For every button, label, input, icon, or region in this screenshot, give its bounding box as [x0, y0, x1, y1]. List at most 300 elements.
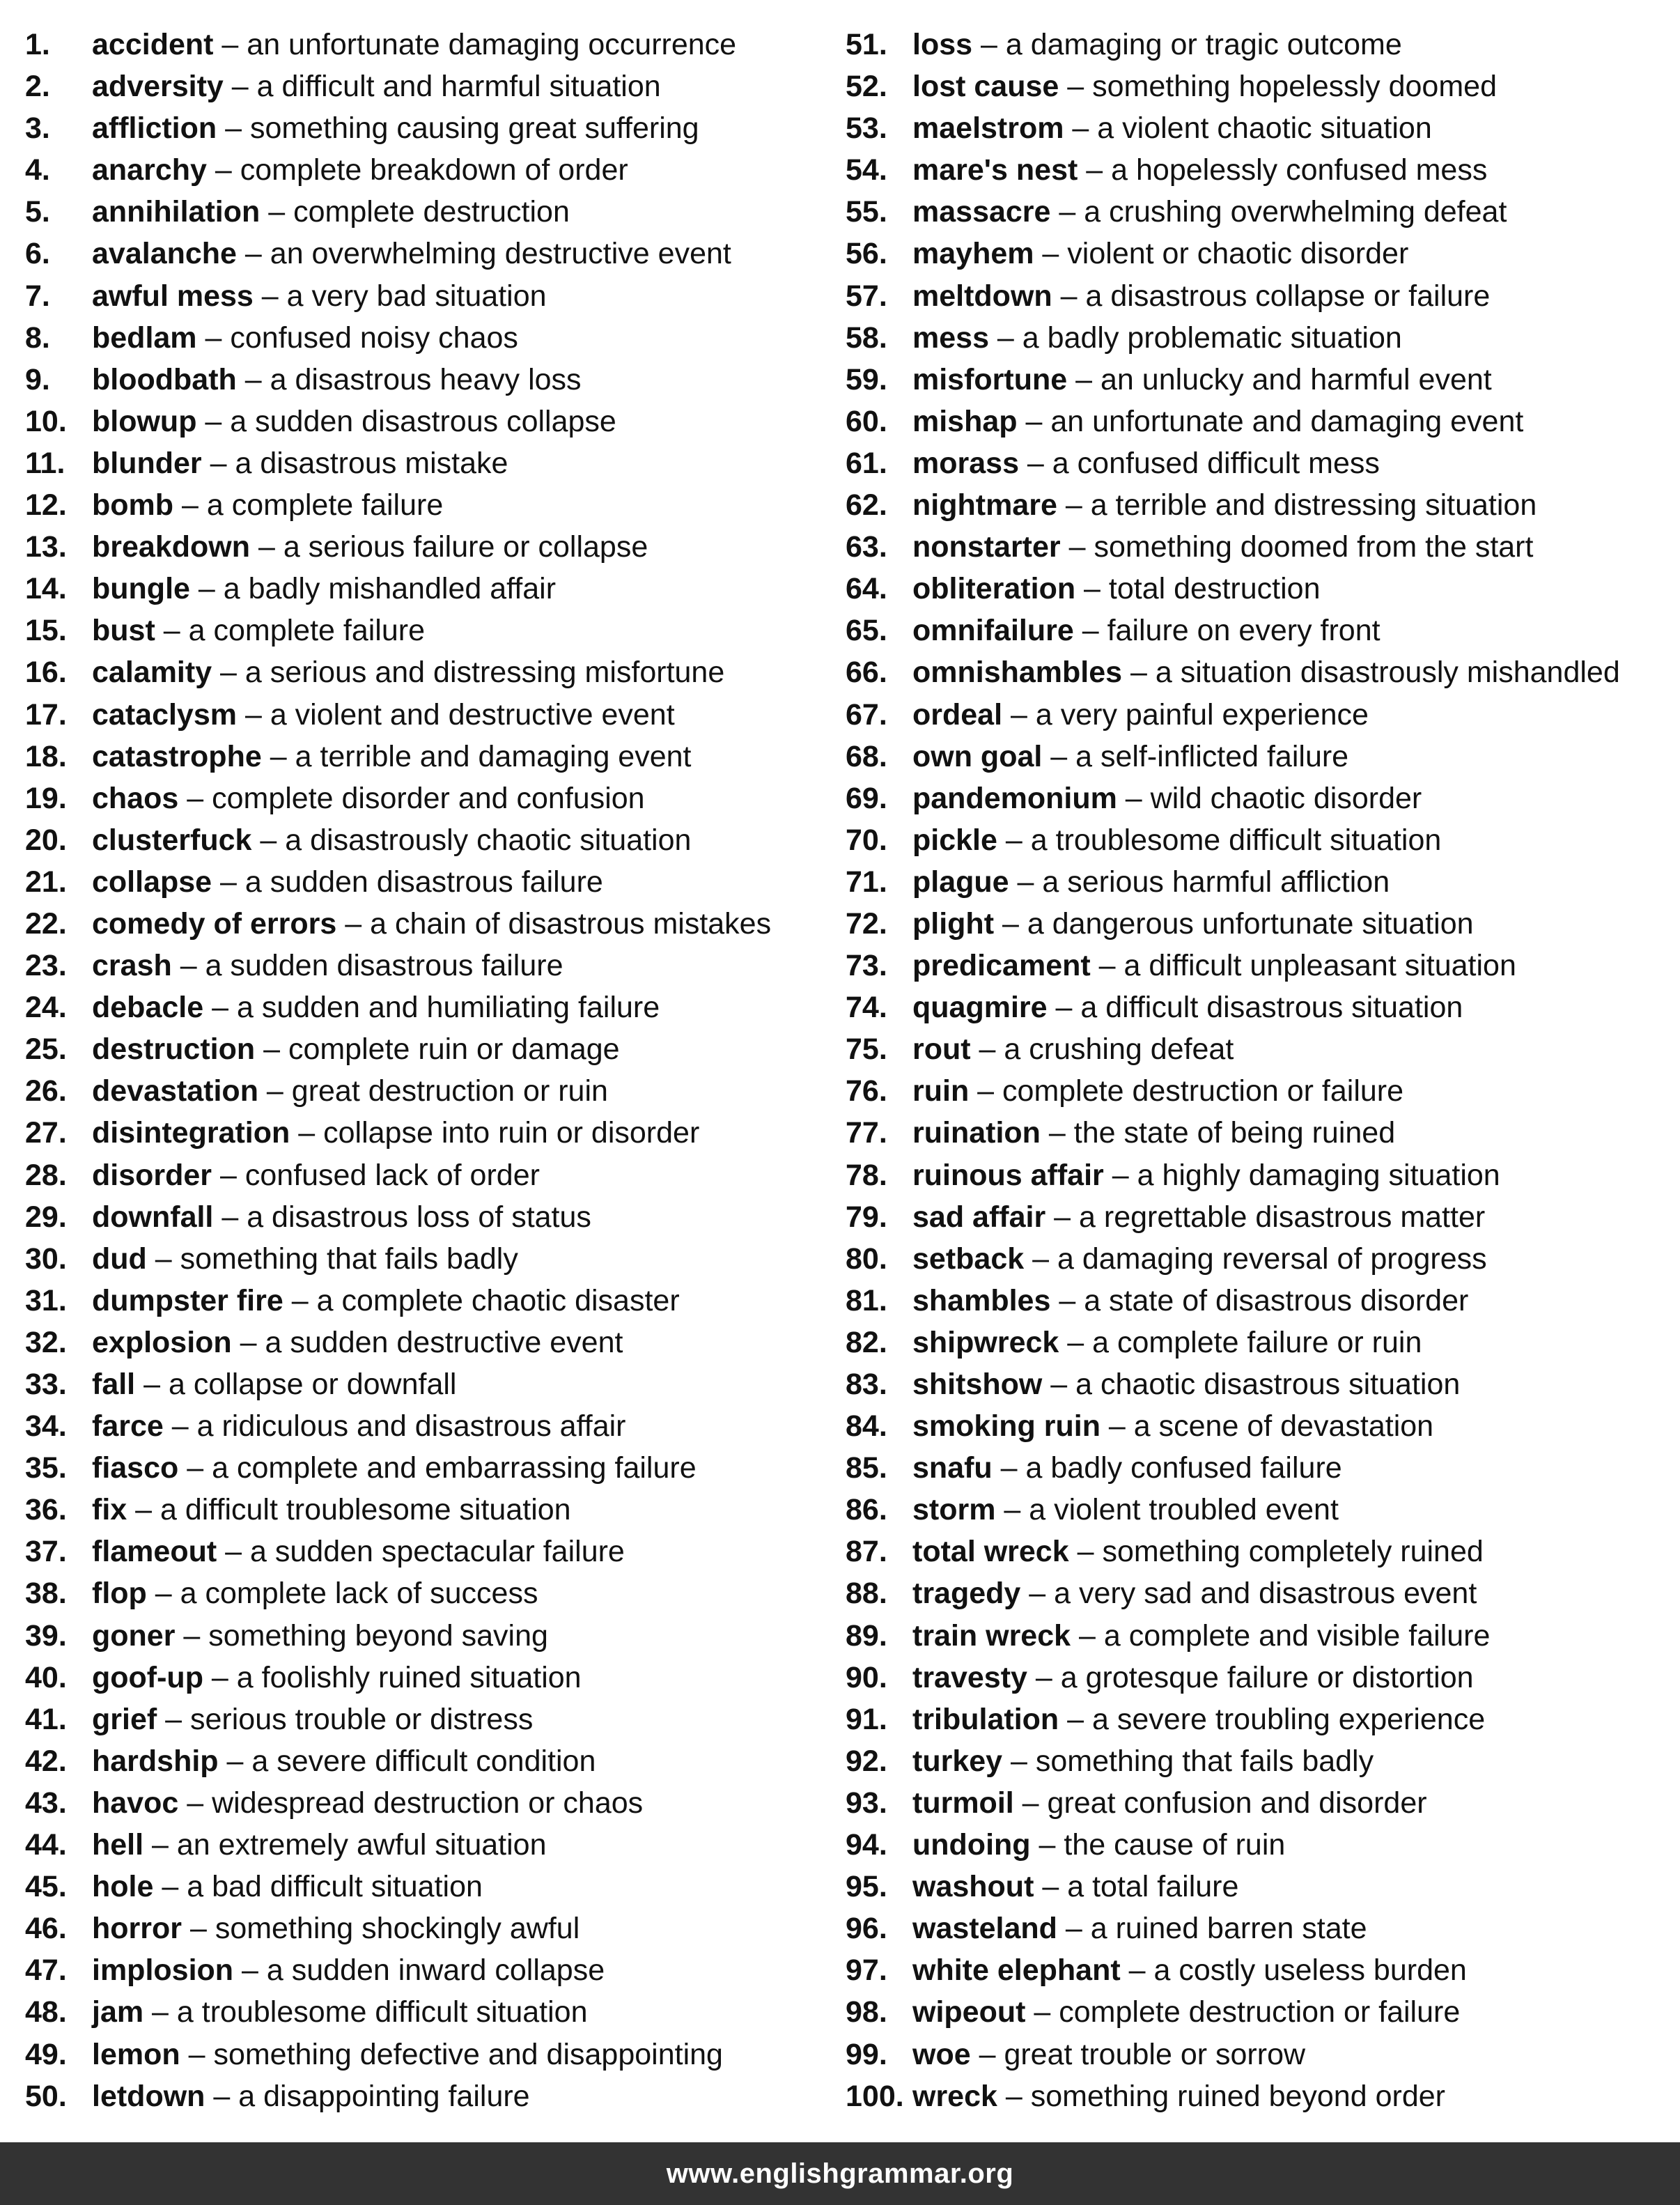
- item-number: 96.: [846, 1912, 887, 1946]
- list-item: [846, 1615, 1674, 1657]
- item-term: crash: [92, 949, 172, 983]
- item-number: 39.: [25, 1618, 67, 1653]
- item-number: 30.: [25, 1241, 67, 1276]
- item-term: quagmire: [912, 991, 1048, 1025]
- item-definition: a highly damaging situation: [1137, 1158, 1500, 1192]
- item-term: omnifailure: [912, 614, 1074, 648]
- item-term: fix: [92, 1493, 127, 1527]
- item-separator: –: [175, 1618, 209, 1653]
- item-definition: an extremely awful situation: [176, 1828, 547, 1862]
- item-separator: –: [1064, 111, 1098, 146]
- item-number: 47.: [25, 1953, 67, 1988]
- list-item: [25, 819, 819, 861]
- item-number: 34.: [25, 1409, 67, 1444]
- item-definition: confused lack of order: [244, 1158, 540, 1192]
- item-separator: –: [189, 572, 224, 606]
- item-term: washout: [912, 1870, 1034, 1904]
- list-item: [846, 1070, 1674, 1112]
- item-term: debacle: [92, 991, 204, 1025]
- list-item: [846, 1028, 1674, 1070]
- list-item: [846, 1363, 1674, 1405]
- item-separator: –: [1059, 70, 1093, 104]
- item-definition: a grotesque failure or distortion: [1060, 1660, 1474, 1694]
- item-separator: –: [972, 28, 1006, 61]
- item-definition: a complete lack of success: [180, 1577, 538, 1611]
- item-definition: a hopelessly confused mess: [1111, 153, 1488, 187]
- item-definition: a disastrous collapse or failure: [1085, 279, 1491, 313]
- item-definition: violent or chaotic disorder: [1067, 237, 1409, 271]
- item-definition: a violent chaotic situation: [1097, 111, 1432, 146]
- item-definition: a bad difficult situation: [187, 1870, 483, 1904]
- item-term: collapse: [92, 865, 212, 899]
- item-term: bungle: [92, 572, 190, 606]
- item-separator: –: [995, 1493, 1029, 1527]
- item-term: pickle: [912, 823, 997, 857]
- item-number: 14.: [25, 572, 67, 606]
- item-separator: –: [261, 739, 295, 773]
- item-term: bloodbath: [92, 362, 237, 396]
- item-separator: –: [233, 1953, 267, 1988]
- item-number: 35.: [25, 1451, 67, 1485]
- item-separator: –: [1009, 865, 1043, 899]
- list-item: [25, 1699, 819, 1740]
- item-definition: wild chaotic disorder: [1150, 781, 1422, 815]
- item-separator: –: [218, 1744, 252, 1778]
- item-term: snafu: [912, 1451, 993, 1485]
- list-item: [846, 1866, 1674, 1908]
- item-number: 82.: [846, 1325, 887, 1359]
- item-separator: –: [251, 823, 286, 857]
- list-item: [846, 107, 1674, 149]
- item-definition: a troublesome difficult situation: [1030, 823, 1442, 857]
- item-term: wreck: [912, 2079, 997, 2113]
- item-definition: complete breakdown of order: [240, 153, 628, 187]
- item-definition: a damaging or tragic outcome: [1005, 28, 1402, 61]
- list-item: [25, 526, 819, 568]
- item-separator: –: [1002, 1744, 1036, 1778]
- item-term: ordeal: [912, 697, 1003, 732]
- item-number: 77.: [846, 1116, 887, 1150]
- list-item: [25, 1782, 819, 1824]
- item-number: 90.: [846, 1660, 887, 1694]
- list-item: [25, 651, 819, 693]
- item-number: 54.: [846, 153, 887, 187]
- item-separator: –: [1030, 1828, 1064, 1862]
- item-separator: –: [969, 1074, 1003, 1108]
- item-term: hardship: [92, 1744, 219, 1778]
- item-separator: –: [1024, 1241, 1057, 1276]
- list-item: [846, 777, 1674, 819]
- item-number: 45.: [25, 1870, 67, 1904]
- item-term: maelstrom: [912, 111, 1064, 146]
- item-separator: –: [1034, 237, 1068, 271]
- item-definition: a violent troubled event: [1029, 1493, 1339, 1527]
- item-definition: a serious and distressing misfortune: [244, 656, 725, 690]
- list-item: [25, 1238, 819, 1280]
- list-item: [846, 1782, 1674, 1824]
- item-term: obliteration: [912, 572, 1076, 606]
- item-separator: –: [1020, 1577, 1055, 1611]
- item-term: plague: [912, 865, 1009, 899]
- item-number: 78.: [846, 1158, 887, 1192]
- item-term: shitshow: [912, 1368, 1043, 1401]
- item-definition: a sudden and humiliating failure: [236, 991, 660, 1025]
- item-definition: a terrible and distressing situation: [1090, 488, 1537, 523]
- item-separator: –: [1103, 1158, 1137, 1192]
- item-term: travesty: [912, 1660, 1027, 1694]
- list-item: [25, 777, 819, 819]
- item-number: 13.: [25, 530, 67, 564]
- list-item: [25, 317, 819, 359]
- item-number: 76.: [846, 1074, 887, 1108]
- item-definition: complete destruction: [293, 195, 570, 229]
- list-item: [846, 65, 1674, 107]
- item-definition: a damaging reversal of progress: [1057, 1241, 1487, 1276]
- list-item: [25, 1991, 819, 2033]
- list-item: [25, 1949, 819, 1991]
- item-number: 94.: [846, 1828, 887, 1862]
- item-number: 61.: [846, 446, 887, 480]
- item-number: 89.: [846, 1618, 887, 1653]
- list-item: [25, 987, 819, 1028]
- item-number: 98.: [846, 1995, 887, 2029]
- item-term: adversity: [92, 70, 224, 104]
- item-number: 43.: [25, 1786, 67, 1820]
- item-number: 59.: [846, 362, 887, 396]
- item-separator: –: [1067, 362, 1100, 396]
- item-definition: complete ruin or damage: [288, 1032, 620, 1067]
- item-number: 24.: [25, 991, 67, 1025]
- item-definition: a dangerous unfortunate situation: [1027, 906, 1474, 941]
- item-definition: a severe difficult condition: [251, 1744, 596, 1778]
- item-separator: –: [212, 1158, 245, 1192]
- item-term: ruinous affair: [912, 1158, 1104, 1192]
- item-number: 16.: [25, 656, 67, 690]
- item-term: flop: [92, 1577, 147, 1611]
- item-definition: a crushing defeat: [1004, 1032, 1234, 1067]
- item-number: 93.: [846, 1786, 887, 1820]
- item-term: massacre: [912, 195, 1051, 229]
- item-separator: –: [143, 1828, 177, 1862]
- item-term: clusterfuck: [92, 823, 252, 857]
- item-separator: –: [1040, 1116, 1074, 1150]
- item-term: accident: [92, 28, 214, 61]
- item-separator: –: [146, 1241, 180, 1276]
- item-term: disorder: [92, 1158, 212, 1192]
- item-number: 50.: [25, 2079, 67, 2113]
- list-item: [25, 275, 819, 317]
- item-term: cataclysm: [92, 697, 237, 732]
- list-item: [25, 1405, 819, 1447]
- item-definition: a complete failure: [188, 614, 425, 648]
- list-item: [25, 484, 819, 526]
- item-separator: –: [283, 1283, 317, 1317]
- item-definition: a badly mishandled affair: [223, 572, 557, 606]
- item-separator: –: [1090, 949, 1124, 983]
- item-term: horror: [92, 1912, 182, 1946]
- item-separator: –: [992, 1451, 1026, 1485]
- item-separator: –: [155, 614, 189, 648]
- list-item: [846, 1991, 1674, 2033]
- item-separator: –: [1025, 1995, 1059, 2029]
- item-term: mare's nest: [912, 153, 1078, 187]
- item-term: letdown: [92, 2079, 205, 2113]
- item-number: 17.: [25, 697, 67, 732]
- item-separator: –: [290, 1116, 324, 1150]
- item-term: downfall: [92, 1200, 214, 1234]
- item-term: ruination: [912, 1116, 1041, 1150]
- item-separator: –: [997, 2079, 1031, 2113]
- item-term: lemon: [92, 2037, 180, 2071]
- list-item: [25, 1572, 819, 1614]
- item-definition: an unfortunate damaging occurrence: [247, 28, 737, 61]
- item-term: annihilation: [92, 195, 260, 229]
- item-definition: collapse into ruin or disorder: [323, 1116, 700, 1150]
- item-separator: –: [1075, 572, 1109, 606]
- item-term: dumpster fire: [92, 1283, 283, 1317]
- item-term: nightmare: [912, 488, 1057, 523]
- item-separator: –: [1068, 1535, 1103, 1569]
- item-term: tribulation: [912, 1702, 1059, 1736]
- item-term: mayhem: [912, 237, 1034, 271]
- item-term: awful mess: [92, 279, 254, 313]
- item-term: destruction: [92, 1032, 256, 1067]
- item-separator: –: [1045, 1200, 1080, 1234]
- item-number: 28.: [25, 1158, 67, 1192]
- item-term: fiasco: [92, 1451, 179, 1485]
- item-number: 67.: [846, 697, 887, 732]
- item-separator: –: [212, 656, 245, 690]
- item-number: 88.: [846, 1577, 887, 1611]
- item-number: 70.: [846, 823, 887, 857]
- list-item: [25, 1363, 819, 1405]
- item-number: 53.: [846, 111, 887, 146]
- item-separator: –: [217, 111, 250, 146]
- item-term: bedlam: [92, 320, 197, 355]
- item-number: 23.: [25, 949, 67, 983]
- item-number: 86.: [846, 1493, 887, 1527]
- item-separator: –: [180, 2037, 214, 2071]
- item-term: misfortune: [912, 362, 1068, 396]
- item-separator: –: [1073, 614, 1107, 648]
- item-term: goner: [92, 1618, 176, 1653]
- item-term: breakdown: [92, 530, 250, 564]
- list-item: [846, 401, 1674, 442]
- item-definition: something hopelessly doomed: [1092, 70, 1497, 104]
- item-number: 55.: [846, 195, 887, 229]
- list-item: [846, 651, 1674, 693]
- list-item: [25, 1657, 819, 1699]
- item-number: 71.: [846, 865, 887, 899]
- item-term: devastation: [92, 1074, 258, 1108]
- item-number: 73.: [846, 949, 887, 983]
- list-item: [25, 1280, 819, 1322]
- item-separator: –: [236, 362, 270, 396]
- item-definition: a complete failure: [206, 488, 444, 523]
- item-separator: –: [196, 320, 231, 355]
- item-separator: –: [213, 28, 247, 61]
- list-item: [846, 861, 1674, 903]
- item-definition: serious trouble or distress: [190, 1702, 534, 1736]
- item-term: anarchy: [92, 153, 207, 187]
- list-item: [25, 1196, 819, 1238]
- item-number: 41.: [25, 1702, 67, 1736]
- list-item: [846, 1447, 1674, 1489]
- item-term: undoing: [912, 1828, 1031, 1862]
- item-term: rout: [912, 1032, 971, 1067]
- item-separator: –: [171, 949, 205, 983]
- item-term: meltdown: [912, 279, 1052, 313]
- item-term: flameout: [92, 1535, 217, 1569]
- item-number: 21.: [25, 865, 67, 899]
- list-item: [846, 1572, 1674, 1614]
- item-separator: –: [1034, 1870, 1068, 1904]
- item-number: 100.: [846, 2079, 904, 2113]
- item-definition: a sudden disastrous failure: [244, 865, 603, 899]
- item-separator: –: [1013, 1786, 1048, 1820]
- list-item: [846, 2075, 1674, 2117]
- item-definition: an unfortunate and damaging event: [1050, 404, 1524, 438]
- item-separator: –: [970, 2037, 1004, 2071]
- list-item: [25, 568, 819, 610]
- item-definition: an overwhelming destructive event: [270, 237, 731, 271]
- item-number: 4.: [25, 153, 50, 187]
- item-separator: –: [1018, 446, 1052, 480]
- item-term: pandemonium: [912, 781, 1117, 815]
- item-term: grief: [92, 1702, 157, 1736]
- item-definition: a disastrously chaotic situation: [285, 823, 692, 857]
- item-separator: –: [201, 446, 235, 480]
- item-definition: a confused difficult mess: [1052, 446, 1380, 480]
- item-separator: –: [253, 279, 287, 313]
- list-item: [25, 945, 819, 987]
- item-term: implosion: [92, 1953, 234, 1988]
- item-definition: a situation disastrously mishandled: [1155, 656, 1620, 690]
- list-item: [846, 1154, 1674, 1196]
- list-item: [25, 107, 819, 149]
- item-number: 20.: [25, 823, 67, 857]
- item-definition: a ruined barren state: [1090, 1912, 1367, 1946]
- item-number: 66.: [846, 656, 887, 690]
- list-item: [25, 1531, 819, 1572]
- item-term: woe: [912, 2037, 971, 2071]
- item-number: 81.: [846, 1283, 887, 1317]
- item-term: ruin: [912, 1074, 970, 1108]
- item-separator: –: [1052, 279, 1086, 313]
- item-separator: –: [1100, 1409, 1134, 1444]
- item-definition: something shockingly awful: [215, 1912, 580, 1946]
- item-separator: –: [1042, 739, 1076, 773]
- item-term: mishap: [912, 404, 1018, 438]
- item-definition: the state of being ruined: [1073, 1116, 1396, 1150]
- item-separator: –: [182, 1912, 215, 1946]
- item-definition: a serious failure or collapse: [283, 530, 648, 564]
- list-item: [25, 2075, 819, 2117]
- item-separator: –: [178, 1451, 212, 1485]
- list-item: [846, 819, 1674, 861]
- list-item: [846, 1908, 1674, 1949]
- list-item: [25, 1322, 819, 1363]
- list-item: [846, 568, 1674, 610]
- list-item: [846, 1196, 1674, 1238]
- list-item: [25, 233, 819, 274]
- item-number: 85.: [846, 1451, 887, 1485]
- list-item: [25, 1112, 819, 1154]
- list-item: [846, 694, 1674, 736]
- list-item: [846, 1405, 1674, 1447]
- list-item: [25, 903, 819, 945]
- item-number: 9.: [25, 362, 50, 396]
- item-separator: –: [203, 1660, 237, 1694]
- item-number: 57.: [846, 279, 887, 313]
- item-term: smoking ruin: [912, 1409, 1100, 1444]
- item-number: 91.: [846, 1702, 887, 1736]
- item-number: 18.: [25, 739, 67, 773]
- item-term: chaos: [92, 781, 179, 815]
- item-number: 64.: [846, 572, 887, 606]
- item-term: white elephant: [912, 1953, 1121, 1988]
- item-term: total wreck: [912, 1535, 1069, 1569]
- list-item: [846, 1949, 1674, 1991]
- list-item: [25, 1615, 819, 1657]
- list-item: [25, 191, 819, 233]
- item-number: 80.: [846, 1241, 887, 1276]
- item-definition: a serious harmful affliction: [1042, 865, 1390, 899]
- item-term: bust: [92, 614, 155, 648]
- footer-url[interactable]: www.englishgrammar.org: [666, 2158, 1014, 2189]
- item-definition: a regrettable disastrous matter: [1079, 1200, 1486, 1234]
- item-term: mess: [912, 320, 989, 355]
- item-number: 27.: [25, 1116, 67, 1150]
- list-item: [25, 149, 819, 191]
- item-definition: a terrible and damaging event: [295, 739, 692, 773]
- item-definition: a scene of devastation: [1133, 1409, 1434, 1444]
- item-term: turkey: [912, 1744, 1003, 1778]
- item-definition: failure on every front: [1107, 614, 1380, 648]
- list-item: [25, 861, 819, 903]
- item-separator: –: [178, 781, 212, 815]
- item-number: 7.: [25, 279, 50, 313]
- list-item: [25, 1824, 819, 1866]
- item-definition: the cause of ruin: [1064, 1828, 1286, 1862]
- list-item: [25, 1070, 819, 1112]
- item-definition: a chain of disastrous mistakes: [370, 906, 772, 941]
- footer-bar: [0, 2142, 1680, 2205]
- item-term: plight: [912, 906, 995, 941]
- item-separator: –: [1047, 991, 1081, 1025]
- item-separator: –: [143, 1995, 177, 2029]
- item-separator: –: [157, 1702, 190, 1736]
- item-term: wipeout: [912, 1995, 1026, 2029]
- list-item: [846, 442, 1674, 484]
- item-number: 11.: [25, 446, 65, 480]
- item-definition: confused noisy chaos: [230, 320, 518, 355]
- item-term: sad affair: [912, 1200, 1046, 1234]
- item-definition: something that fails badly: [180, 1241, 518, 1276]
- item-definition: a difficult unpleasant situation: [1123, 949, 1516, 983]
- item-separator: –: [196, 404, 231, 438]
- list-item: [25, 401, 819, 442]
- item-definition: a ridiculous and disastrous affair: [196, 1409, 626, 1444]
- item-separator: –: [1122, 656, 1156, 690]
- list-item: [846, 191, 1674, 233]
- list-item: [25, 24, 819, 65]
- list-item: [846, 233, 1674, 274]
- item-definition: a disappointing failure: [238, 2079, 530, 2113]
- item-definition: a troublesome difficult situation: [176, 1995, 588, 2029]
- item-term: affliction: [92, 111, 217, 146]
- word-list-column-right: [846, 24, 1674, 2117]
